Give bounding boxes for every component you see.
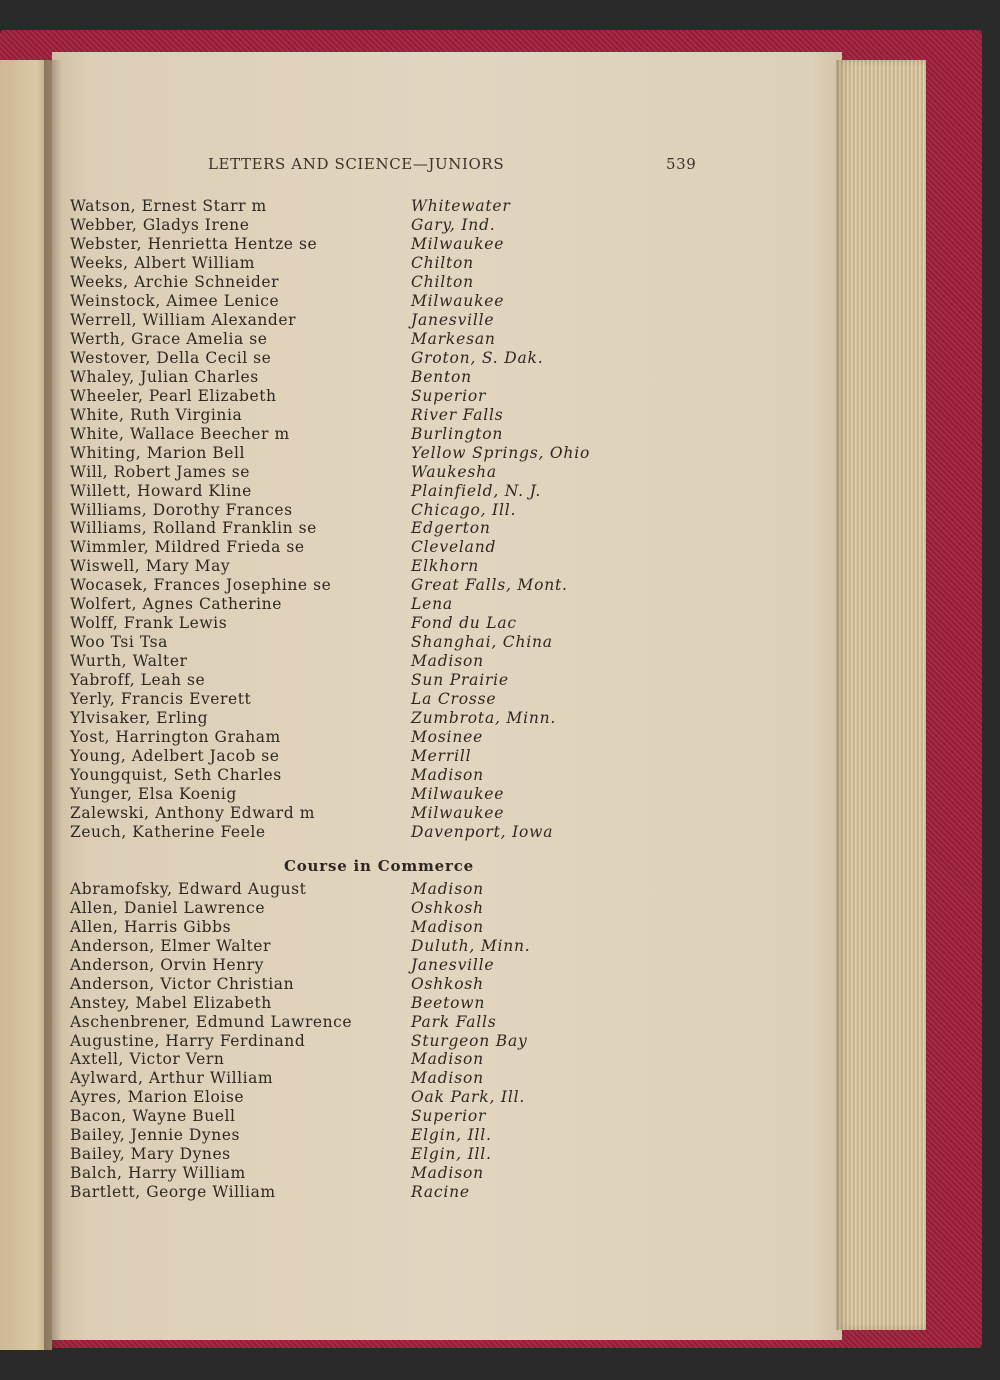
student-hometown: River Falls — [411, 405, 504, 424]
list-item — [0, 273, 1000, 292]
list-item — [0, 576, 1000, 595]
list-item — [0, 216, 1000, 235]
student-hometown: Madison — [411, 652, 484, 671]
list-item — [0, 425, 1000, 444]
running-head — [0, 155, 1000, 175]
student-hometown: Duluth, Minn. — [411, 936, 531, 955]
student-hometown: Madison — [411, 880, 484, 898]
student-hometown: Chilton — [411, 272, 474, 291]
student-name: Webber, Gladys Irene — [70, 215, 250, 234]
student-name: Weeks, Albert William — [70, 253, 256, 272]
list-item — [0, 1050, 1000, 1069]
list-item — [0, 1032, 1000, 1051]
list-item — [0, 1145, 1000, 1164]
list-item — [0, 975, 1000, 994]
student-hometown: Superior — [411, 1107, 487, 1126]
list-item — [0, 557, 1000, 576]
student-name: Williams, Rolland Franklin se — [70, 519, 317, 538]
list-item — [0, 254, 1000, 273]
list-item — [0, 482, 1000, 501]
student-hometown: Oshkosh — [411, 898, 484, 917]
student-name: Weeks, Archie Schneider — [70, 272, 280, 291]
list-item — [0, 1126, 1000, 1145]
list-item — [0, 595, 1000, 614]
list-item — [0, 956, 1000, 975]
student-name: Werrell, William Alexander — [70, 310, 297, 329]
student-hometown: Merrill — [411, 747, 472, 766]
student-name: Whiting, Marion Bell — [70, 443, 246, 462]
student-name: Watson, Ernest Starr m — [70, 197, 267, 215]
student-hometown: Racine — [411, 1183, 470, 1202]
student-name: Ayres, Marion Eloise — [70, 1088, 245, 1107]
student-name: Bacon, Wayne Buell — [70, 1107, 236, 1126]
student-hometown: Milwaukee — [411, 291, 505, 310]
running-head-title: LETTERS AND SCIENCE—JUNIORS — [208, 155, 505, 173]
student-name: Wheeler, Pearl Elizabeth — [70, 386, 277, 405]
list-item — [0, 1164, 1000, 1183]
list-item — [0, 633, 1000, 652]
student-hometown: Madison — [411, 917, 484, 936]
list-item — [0, 899, 1000, 918]
student-hometown: Milwaukee — [411, 234, 505, 253]
student-name: Bartlett, George William — [70, 1183, 276, 1202]
list-item — [0, 823, 1000, 842]
student-hometown: Elkhorn — [411, 557, 479, 576]
list-item — [0, 1013, 1000, 1032]
student-hometown: Shanghai, China — [411, 633, 553, 652]
student-hometown: Plainfield, N. J. — [411, 481, 542, 500]
student-name: Wolfert, Agnes Catherine — [70, 595, 282, 614]
list-item — [0, 463, 1000, 482]
student-name: Wimmler, Mildred Frieda se — [70, 538, 305, 557]
student-name: Wolff, Frank Lewis — [70, 614, 228, 633]
list-item — [0, 406, 1000, 425]
student-name: Abramofsky, Edward August — [70, 880, 307, 898]
student-hometown: Mosinee — [411, 728, 484, 747]
list-item — [0, 1069, 1000, 1088]
list-item — [0, 1107, 1000, 1126]
section-heading — [0, 857, 1000, 877]
list-item — [0, 235, 1000, 254]
student-name: Whaley, Julian Charles — [70, 367, 259, 386]
student-name: Webster, Henrietta Hentze se — [70, 234, 318, 253]
student-name: Zalewski, Anthony Edward m — [70, 804, 315, 823]
student-name: Axtell, Victor Vern — [70, 1050, 225, 1069]
student-name: Wocasek, Frances Josephine se — [70, 576, 332, 595]
student-hometown: Gary, Ind. — [411, 215, 496, 234]
student-hometown: Janesville — [411, 310, 495, 329]
list-item — [0, 785, 1000, 804]
list-item — [0, 349, 1000, 368]
list-item — [0, 652, 1000, 671]
student-hometown: Benton — [411, 367, 472, 386]
student-name: Anderson, Victor Christian — [70, 974, 295, 993]
student-name: Augustine, Harry Ferdinand — [70, 1031, 306, 1050]
list-item — [0, 709, 1000, 728]
list-item — [0, 994, 1000, 1013]
student-name: Anstey, Mabel Elizabeth — [70, 993, 272, 1012]
student-hometown: Oshkosh — [411, 974, 484, 993]
list-item — [0, 614, 1000, 633]
student-hometown: Great Falls, Mont. — [411, 576, 568, 595]
student-hometown: Superior — [411, 386, 487, 405]
student-name: Westover, Della Cecil se — [70, 348, 272, 367]
student-hometown: Elgin, Ill. — [411, 1145, 492, 1164]
student-name: Yunger, Elsa Koenig — [70, 785, 237, 804]
student-hometown: Park Falls — [411, 1012, 497, 1031]
student-hometown: Elgin, Ill. — [411, 1126, 492, 1145]
student-name: Allen, Daniel Lawrence — [70, 898, 266, 917]
student-name: Williams, Dorothy Frances — [70, 500, 293, 519]
student-hometown: Madison — [411, 766, 484, 785]
list-item — [0, 330, 1000, 349]
list-item — [0, 368, 1000, 387]
student-hometown: Edgerton — [411, 519, 491, 538]
list-item — [0, 444, 1000, 463]
list-item — [0, 880, 1000, 899]
student-name: Anderson, Elmer Walter — [70, 936, 271, 955]
student-hometown: Sturgeon Bay — [411, 1031, 528, 1050]
student-hometown: Zumbrota, Minn. — [411, 709, 557, 728]
student-name: Zeuch, Katherine Feele — [70, 823, 266, 841]
student-hometown: Markesan — [411, 329, 496, 348]
student-name: Bailey, Mary Dynes — [70, 1145, 231, 1164]
page-number: 539 — [666, 155, 697, 173]
student-name: White, Ruth Virginia — [70, 405, 243, 424]
list-item — [0, 538, 1000, 557]
student-hometown: Lena — [411, 595, 453, 614]
student-name: Yerly, Francis Everett — [70, 690, 252, 709]
student-name: Werth, Grace Amelia se — [70, 329, 268, 348]
student-name: Yost, Harrington Graham — [70, 728, 281, 747]
list-item — [0, 728, 1000, 747]
student-hometown: Fond du Lac — [411, 614, 517, 633]
list-item — [0, 1183, 1000, 1202]
student-name: Wiswell, Mary May — [70, 557, 231, 576]
student-name: Woo Tsi Tsa — [70, 633, 168, 652]
student-name: Ylvisaker, Erling — [70, 709, 209, 728]
list-item — [0, 671, 1000, 690]
list-item — [0, 937, 1000, 956]
student-hometown: Chilton — [411, 253, 474, 272]
list-item — [0, 804, 1000, 823]
student-hometown: Milwaukee — [411, 785, 505, 804]
student-name: Bailey, Jennie Dynes — [70, 1126, 240, 1145]
student-hometown: La Crosse — [411, 690, 497, 709]
student-hometown: Milwaukee — [411, 804, 505, 823]
section-heading-text: Course in Commerce — [284, 857, 474, 875]
student-name: Will, Robert James se — [70, 462, 250, 481]
student-name: Yabroff, Leah se — [70, 671, 206, 690]
student-hometown: Yellow Springs, Ohio — [411, 443, 591, 462]
list-item — [0, 519, 1000, 538]
student-name: Young, Adelbert Jacob se — [70, 747, 280, 766]
list-item — [0, 197, 1000, 216]
list-item — [0, 292, 1000, 311]
student-hometown: Davenport, Iowa — [411, 823, 554, 841]
student-name: Wurth, Walter — [70, 652, 188, 671]
student-hometown: Waukesha — [411, 462, 497, 481]
student-name: Balch, Harry William — [70, 1164, 246, 1183]
student-name: Aschenbrener, Edmund Lawrence — [70, 1012, 353, 1031]
student-name: Anderson, Orvin Henry — [70, 955, 264, 974]
student-name: Weinstock, Aimee Lenice — [70, 291, 280, 310]
student-hometown: Burlington — [411, 424, 504, 443]
student-hometown: Sun Prairie — [411, 671, 509, 690]
student-name: Youngquist, Seth Charles — [70, 766, 282, 785]
student-hometown: Beetown — [411, 993, 486, 1012]
list-item — [0, 747, 1000, 766]
list-item — [0, 1088, 1000, 1107]
student-name: Willett, Howard Kline — [70, 481, 252, 500]
student-hometown: Groton, S. Dak. — [411, 348, 544, 367]
student-hometown: Cleveland — [411, 538, 497, 557]
list-item — [0, 690, 1000, 709]
list-item — [0, 918, 1000, 937]
list-item — [0, 766, 1000, 785]
student-hometown: Madison — [411, 1164, 484, 1183]
student-hometown: Chicago, Ill. — [411, 500, 517, 519]
student-hometown: Madison — [411, 1069, 484, 1088]
list-item — [0, 311, 1000, 330]
list-item — [0, 501, 1000, 520]
student-name: Aylward, Arthur William — [70, 1069, 274, 1088]
student-hometown: Janesville — [411, 955, 495, 974]
student-name: Allen, Harris Gibbs — [70, 917, 232, 936]
student-hometown: Madison — [411, 1050, 484, 1069]
student-hometown: Whitewater — [411, 197, 511, 215]
student-hometown: Oak Park, Ill. — [411, 1088, 526, 1107]
list-item — [0, 387, 1000, 406]
student-name: White, Wallace Beecher m — [70, 424, 290, 443]
